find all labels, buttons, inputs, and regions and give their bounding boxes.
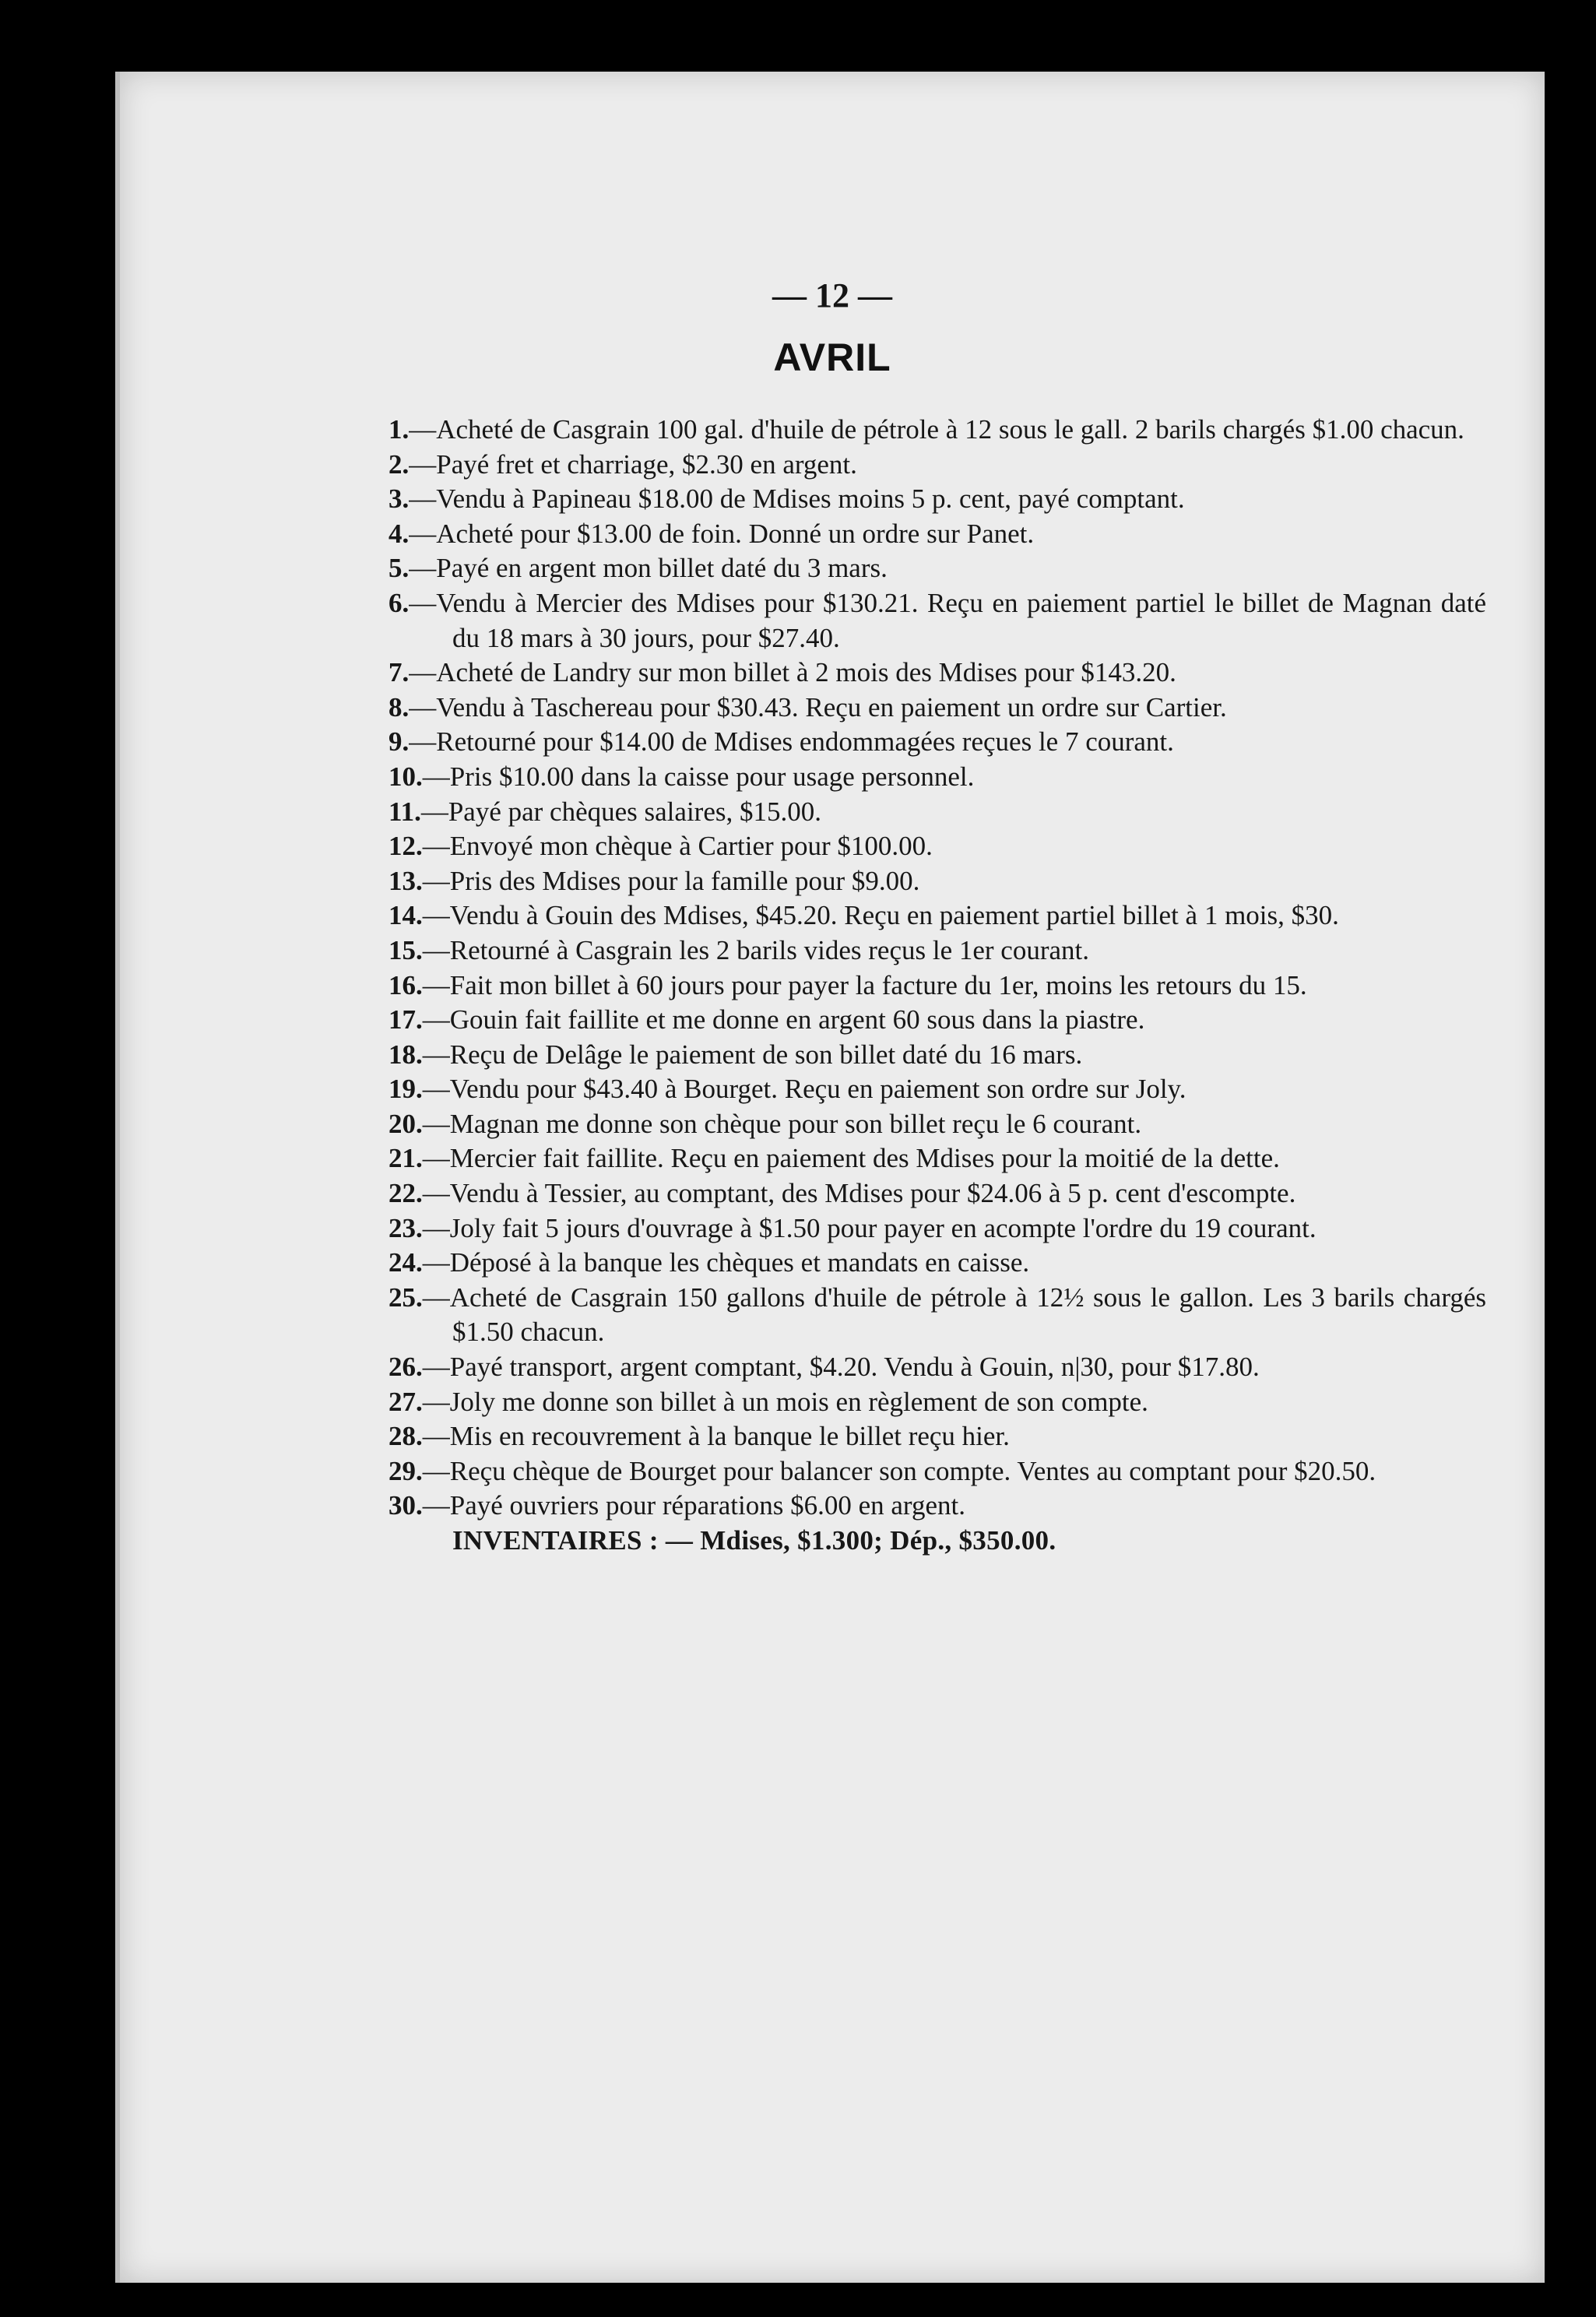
entry-text: —Payé fret et charriage, $2.30 en argent. [409, 448, 857, 480]
entry-text: —Gouin fait faillite et me donne en argent 60 sous dans la piastre. [422, 1004, 1145, 1035]
entry-1 [388, 413, 1486, 448]
entry-7 [388, 656, 1486, 691]
entry-text: —Mis en recouvrement à la banque le billet reçu hier. [422, 1421, 1010, 1452]
entry-25 [388, 1281, 1486, 1350]
entry-number: 13. [388, 865, 423, 896]
entry-3 [388, 482, 1486, 517]
entry-19 [388, 1072, 1486, 1107]
entry-number: 11. [388, 796, 421, 827]
entry-number: 29. [388, 1455, 423, 1486]
entry-number: 26. [388, 1352, 423, 1383]
entry-text: —Magnan me donne son chèque pour son billet reçu le 6 courant. [422, 1108, 1142, 1139]
transaction-list [388, 413, 1486, 1559]
entry-number: 14. [388, 900, 423, 931]
entry-number: 15. [388, 934, 423, 965]
entry-15 [388, 933, 1486, 969]
entry-number: 21. [388, 1143, 423, 1174]
entry-28 [388, 1419, 1486, 1454]
entry-number: 24. [388, 1247, 423, 1278]
entry-26 [388, 1350, 1486, 1385]
entry-number: 19. [388, 1074, 423, 1105]
entry-4 [388, 517, 1486, 552]
entry-text: —Retourné pour $14.00 de Mdises endommagées reçues le 7 courant. [409, 726, 1174, 758]
entry-text: —Payé transport, argent comptant, $4.20. Vendu à Gouin, n|30, pour $17.80. [422, 1352, 1260, 1383]
entry-text: —Fait mon billet à 60 jours pour payer la facture du 1er, moins les retours du 15. [422, 969, 1307, 1000]
entry-text: —Pris des Mdises pour la famille pour $9.00. [422, 865, 920, 896]
entry-text: —Payé par chèques salaires, $15.00. [420, 796, 821, 827]
entry-text: —Vendu pour $43.40 à Bourget. Reçu en paiement son ordre sur Joly. [422, 1074, 1186, 1105]
entry-13 [388, 864, 1486, 899]
entry-text: —Déposé à la banque les chèques et mandats en caisse. [422, 1247, 1030, 1278]
entry-number: 23. [388, 1212, 423, 1243]
entry-20 [388, 1107, 1486, 1142]
entry-text: —Joly me donne son billet à un mois en règlement de son compte. [422, 1386, 1148, 1417]
entry-number: 6. [388, 587, 410, 618]
entry-number: 7. [388, 657, 410, 688]
entry-number: 5. [388, 553, 410, 584]
entry-number: 2. [388, 448, 410, 480]
entry-number: 27. [388, 1386, 423, 1417]
month-title: AVRIL [773, 336, 891, 379]
entry-10 [388, 760, 1486, 795]
entry-text: —Acheté de Casgrain 150 gallons d'huile de pétrole à 12½ sous le gallon. Les 3 barils chargés $1.50 chacun. [422, 1282, 1486, 1348]
entry-text: —Joly fait 5 jours d'ouvrage à $1.50 pour payer en acompte l'ordre du 19 courant. [422, 1212, 1317, 1243]
page-number: — 12 — [772, 276, 892, 315]
entry-number: 4. [388, 518, 410, 549]
entry-number: 20. [388, 1108, 423, 1139]
entry-number: 12. [388, 831, 423, 862]
entry-text: —Retourné à Casgrain les 2 barils vides reçus le 1er courant. [422, 934, 1090, 965]
entry-number: 28. [388, 1421, 423, 1452]
entry-9 [388, 725, 1486, 760]
entry-8 [388, 691, 1486, 726]
entry-text: —Vendu à Mercier des Mdises pour $130.21. Reçu en paiement partiel le billet de Magnan daté du 18 mars à 30 jours, pour $27.40. [409, 587, 1486, 653]
entry-14 [388, 898, 1486, 933]
entry-number: 3. [388, 483, 410, 515]
entry-number: 10. [388, 761, 423, 792]
entry-24 [388, 1246, 1486, 1281]
entry-text: —Envoyé mon chèque à Cartier pour $100.00. [422, 831, 933, 862]
entry-2 [388, 448, 1486, 483]
entry-text: —Acheté de Casgrain 100 gal. d'huile de pétrole à 12 sous le gall. 2 barils chargés $1.00 chacun. [409, 414, 1464, 445]
entry-30 [388, 1489, 1486, 1524]
entry-text: —Acheté pour $13.00 de foin. Donné un ordre sur Panet. [409, 518, 1035, 549]
document-page [115, 72, 1545, 2283]
entry-number: 9. [388, 726, 410, 758]
entry-number: 8. [388, 691, 410, 723]
entry-text: —Vendu à Taschereau pour $30.43. Reçu en paiement un ordre sur Cartier. [409, 691, 1227, 723]
entry-text: —Payé en argent mon billet daté du 3 mars. [409, 553, 888, 584]
entry-text: —Vendu à Gouin des Mdises, $45.20. Reçu en paiement partiel billet à 1 mois, $30. [422, 900, 1339, 931]
entry-16 [388, 969, 1486, 1004]
entry-text: —Pris $10.00 dans la caisse pour usage personnel. [422, 761, 975, 792]
entry-17 [388, 1003, 1486, 1038]
entry-text: —Mercier fait faillite. Reçu en paiement des Mdises pour la moitié de la dette. [422, 1143, 1280, 1174]
entry-27 [388, 1385, 1486, 1420]
entry-text: —Reçu de Delâge le paiement de son billet daté du 16 mars. [422, 1039, 1083, 1070]
entry-number: 25. [388, 1282, 423, 1313]
entry-text: —Vendu à Papineau $18.00 de Mdises moins 5 p. cent, payé comptant. [409, 483, 1185, 515]
entry-text: —Payé ouvriers pour réparations $6.00 en argent. [422, 1490, 965, 1521]
inventory-line: INVENTAIRES : — Mdises, $1.300; Dép., $350.00. [452, 1525, 1056, 1556]
entry-29 [388, 1454, 1486, 1489]
entry-text: —Reçu chèque de Bourget pour balancer son compte. Ventes au comptant pour $20.50. [422, 1455, 1376, 1486]
entry-23 [388, 1211, 1486, 1246]
entry-number: 17. [388, 1004, 423, 1035]
entry-12 [388, 829, 1486, 864]
entry-number: 18. [388, 1039, 423, 1070]
entry-number: 16. [388, 969, 423, 1000]
entry-22 [388, 1176, 1486, 1211]
entry-18 [388, 1038, 1486, 1073]
entry-6 [388, 586, 1486, 656]
entry-21 [388, 1141, 1486, 1176]
entry-number: 30. [388, 1490, 423, 1521]
entry-11 [388, 795, 1486, 830]
entry-5 [388, 551, 1486, 586]
entry-text: —Vendu à Tessier, au comptant, des Mdises pour $24.06 à 5 p. cent d'escompte. [422, 1178, 1296, 1209]
entry-number: 1. [388, 414, 410, 445]
entry-number: 22. [388, 1178, 423, 1209]
entry-text: —Acheté de Landry sur mon billet à 2 mois des Mdises pour $143.20. [409, 657, 1176, 688]
